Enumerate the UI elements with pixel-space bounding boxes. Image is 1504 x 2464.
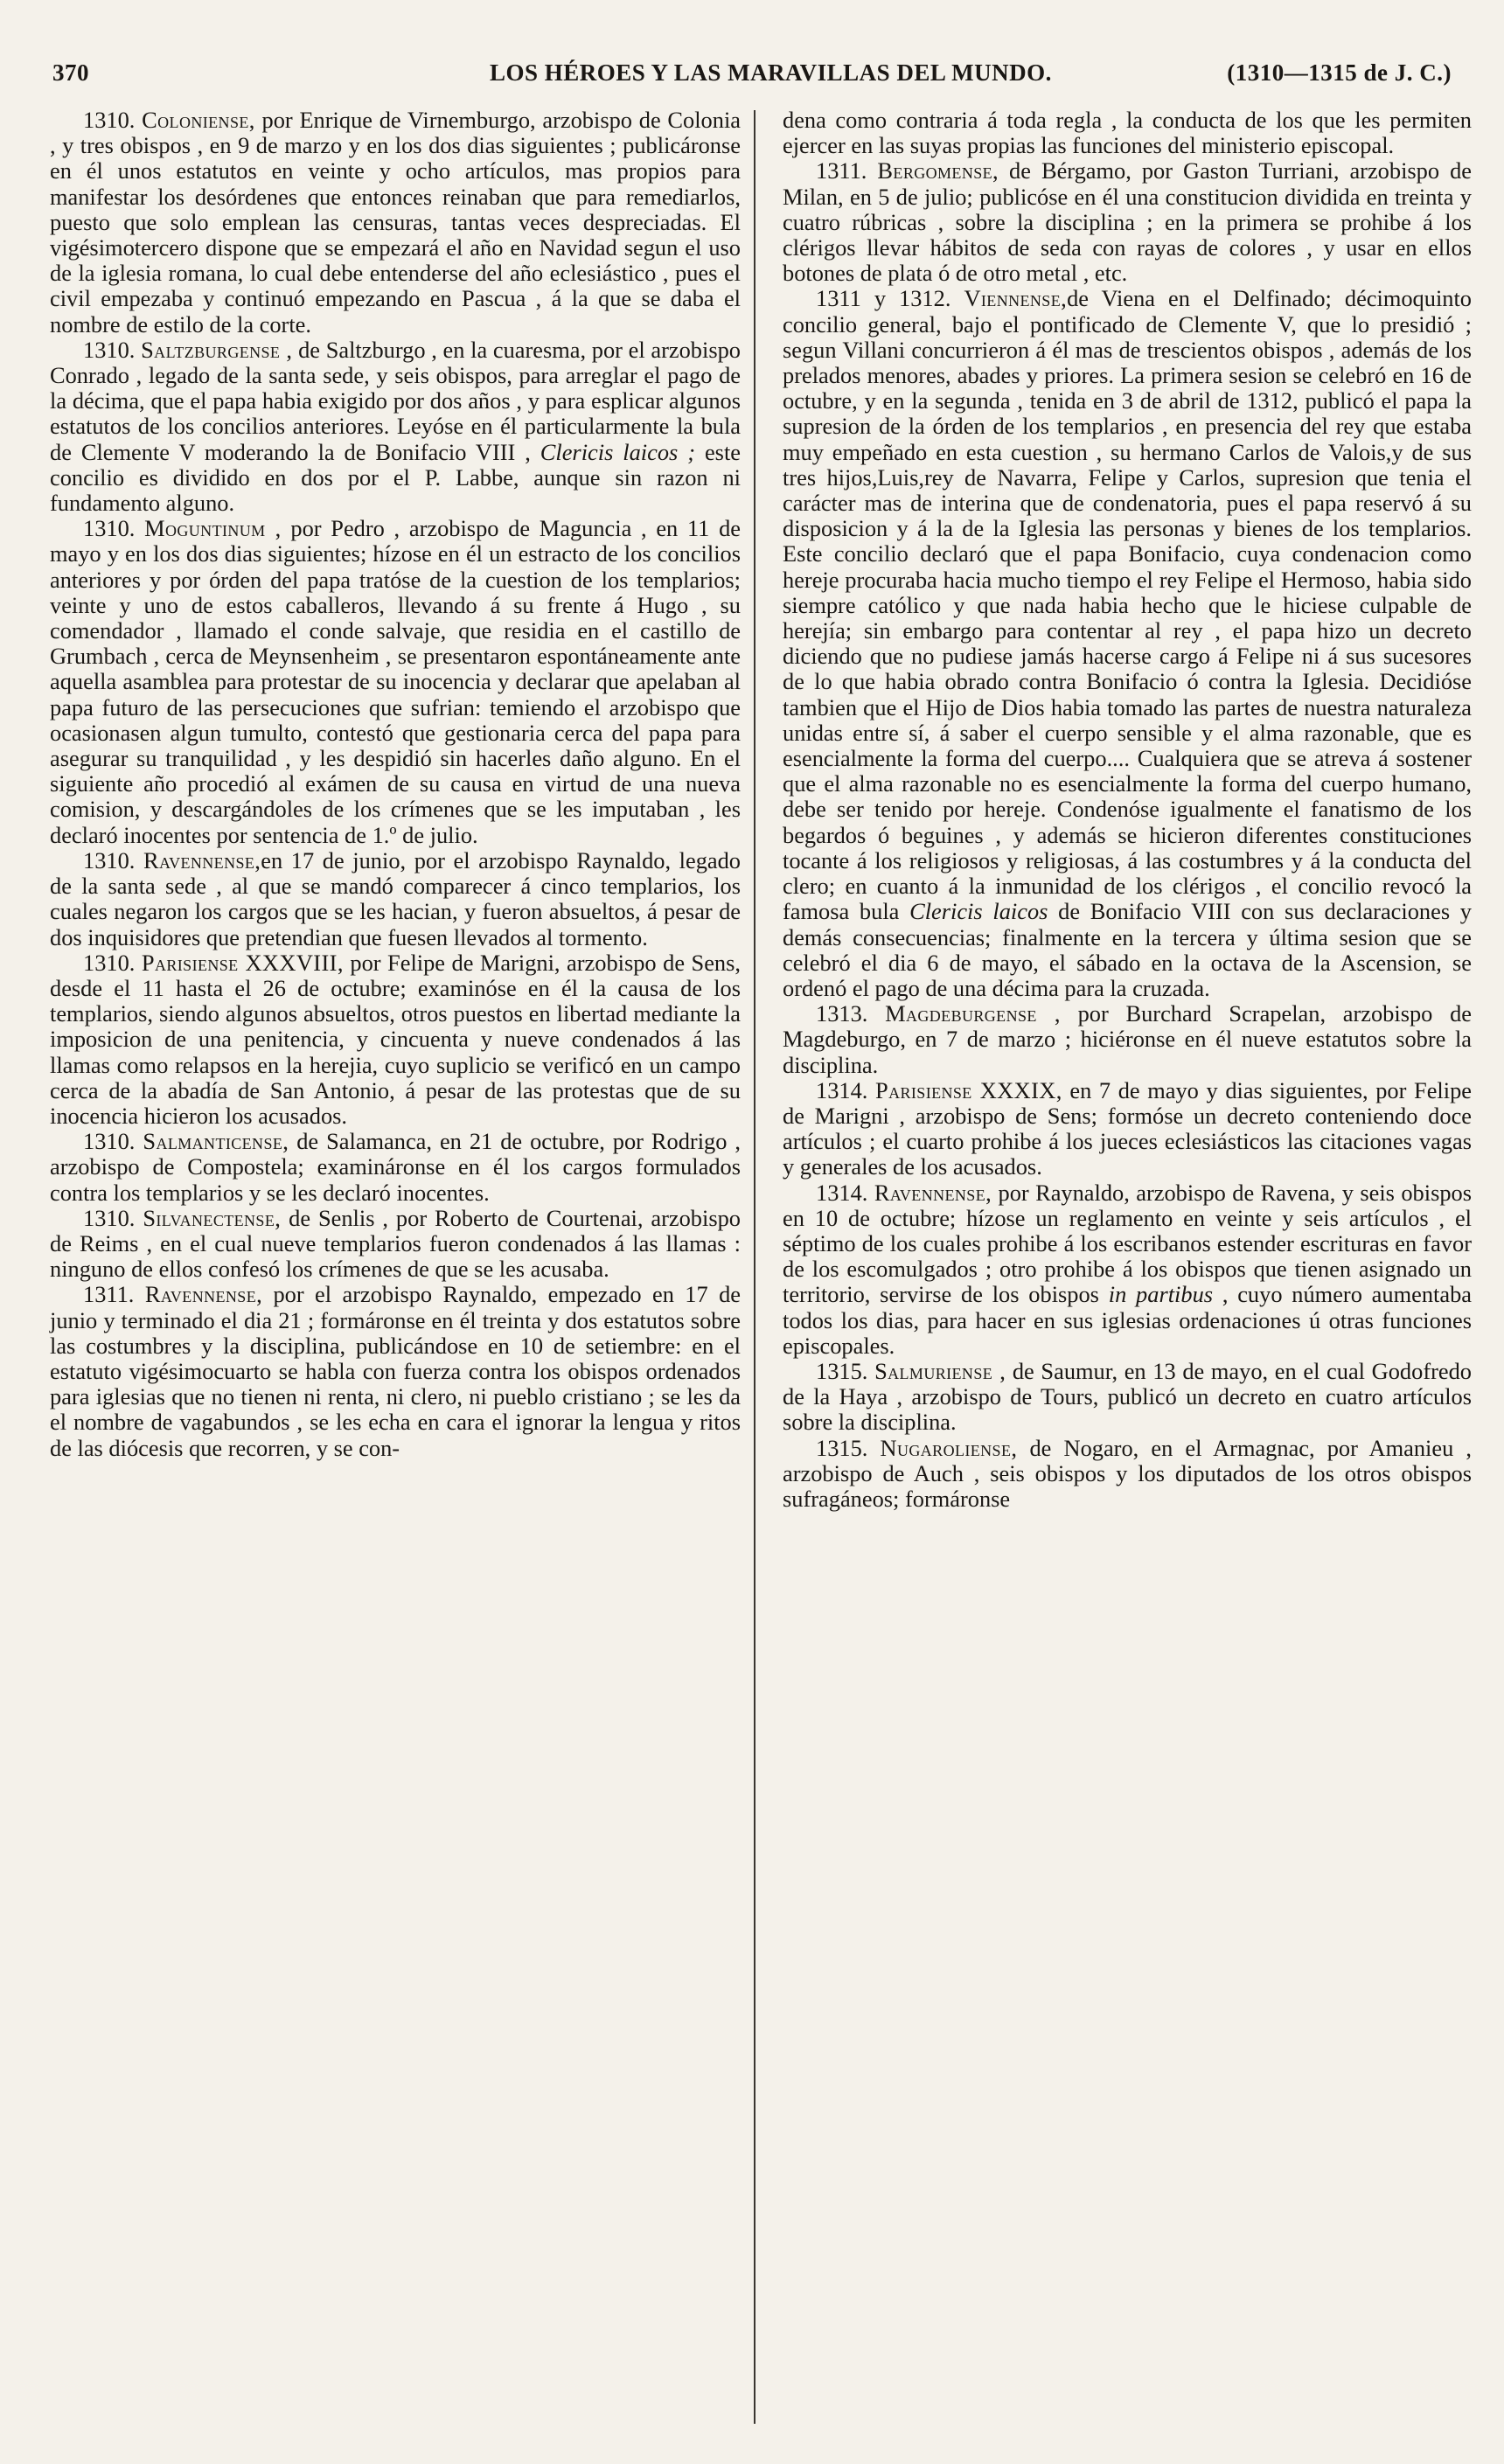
entry-text: de Salamanca, en 21 de octubre, por Rodrigo , arzobispo de Compostela; examináronse en él los cargos formulados contra los templarios y se les declaró inocentes. [50, 1128, 742, 1206]
italic-title: Clericis laicos [909, 898, 1048, 925]
right-column [783, 108, 1472, 1512]
entry-year: 1310. [83, 846, 136, 874]
council-entry [50, 848, 741, 950]
council-name: Moguntinum , [144, 515, 282, 542]
council-entry [783, 1001, 1472, 1078]
council-entry [783, 1359, 1472, 1436]
date-range: (1310—1315 de J. C.) [1227, 59, 1452, 86]
left-column [50, 108, 741, 1461]
entry-year: 1310. [83, 515, 136, 542]
entry-year: 1310. [83, 1128, 136, 1155]
council-entry [783, 158, 1472, 286]
entry-year: 1314. [816, 1179, 868, 1206]
council-name: Bergomense, [877, 157, 999, 184]
council-name: Magdeburgense , [885, 1000, 1061, 1027]
council-name: Viennense, [964, 285, 1068, 312]
council-entry [50, 108, 741, 338]
entry-year: 1311 y 1312. [816, 285, 951, 312]
council-name: Ravennense, [143, 846, 261, 874]
council-entry [783, 286, 1472, 1001]
entry-text: dena como contraria á toda regla , la conducta de los que les permiten ejercer en las suyas propias las funciones del ministerio episcopal. [783, 107, 1472, 159]
entry-year: 1310. [83, 107, 136, 133]
council-entry [50, 950, 741, 1129]
entry-text: de Senlis , por Roberto de Courtenai, arzobispo de Reims , en el cual nueve templarios fueron condenados á las llamas : ninguno de ellos confesó los crímenes de que se les acusaba. [50, 1204, 741, 1283]
council-name: Coloniense, [142, 107, 255, 133]
page-header [52, 59, 1452, 103]
council-name: Saltzburgense , [141, 336, 293, 363]
running-title: LOS HÉROES Y LAS MARAVILLAS DEL MUNDO. [490, 59, 1052, 86]
entry-text: por Felipe de Marigni, arzobispo de Sens, desde el 11 hasta el 26 de octubre; examinóse en él la causa de los templarios, siendo algunos absueltos, otros puestos en libertad mediante la imposicion de una penitencia, y cincuenta y nueve condenados á las llamas como relapsos en la herejia, cuyo suplicio se verificó en un campo cerca de la abadía de San Antonio, á pesar de las protestas que de su inocencia hicieron los acusados. [50, 949, 741, 1129]
council-name: Ravennense, [874, 1179, 992, 1206]
entry-year: 1311. [83, 1281, 135, 1308]
council-entry [50, 338, 741, 516]
entry-year: 1315. [816, 1434, 868, 1461]
entry-text: por Enrique de Virnemburgo, arzobispo de Colonia , y tres obispos , en 9 de marzo y en los dos dias siguientes ; publicáronse en él unos estatutos en veinte y ocho artículos, mas propios para manifestar los desórdenes que entonces reinaban que para remediarlos, puesto que solo emplean las censuras, tantas veces despreciadas. El vigésimotercero dispone que se empezará el año en Navidad segun el uso de la iglesia romana, lo cual debe entenderse del año eclesiástico , pues el civil empezaba y continuó empezando en Pascua , á la que se daba el nombre de estilo de la corte. [50, 107, 741, 338]
council-name: Salmanticense, [143, 1128, 289, 1155]
entry-text: de Saumur, en 13 de mayo, en el cual Godofredo de la Haya , arzobispo de Tours, publicó un decreto en cuatro artículos sobre la disciplina. [783, 1357, 1472, 1436]
council-name: Salmuriense , [874, 1357, 1006, 1384]
column-divider [754, 110, 755, 2424]
council-entry [50, 1206, 741, 1283]
entry-text: de Saltzburgo , en la cuaresma, por el arzobispo Conrado , legado de la santa sede, y seis obispos, para arreglar el pago de la décima, que el papa habia exigido por dos años , y para esplicar algunos estatutos de los concilios anteriores. Leyóse en él particularmente la bula de Clemente V moderando la de Bonifacio VIII , [50, 336, 741, 465]
entry-text: por Burchard Scrapelan, arzobispo de Magdeburgo, en 7 de marzo ; hiciéronse en él nueve estatutos sobre la disciplina. [783, 1000, 1472, 1078]
council-name: Ravennense, [144, 1281, 263, 1308]
entry-text: de Nogaro, en el Armagnac, por Amanieu , arzobispo de Auch , seis obispos y los diputados de los otros obispos sufragáneos; formáronse [783, 1434, 1472, 1512]
entry-text: por Raynaldo, arzobispo de Ravena, y seis obispos en 10 de octubre; hízose un reglamento en veinte y seis artículos , el séptimo de los cuales prohibe á los escribanos estender escrituras en favor de los escomulgados ; otro prohibe á los obispos que tienen asignado un territorio, servirse de los obispos [783, 1179, 1472, 1308]
council-name: Parisiense XXXIX, [875, 1076, 1062, 1103]
entry-year: 1313. [816, 1000, 868, 1027]
council-entry [50, 1129, 741, 1206]
entry-text-continued: de Bonifacio VIII con sus declaraciones y demás consecuencias; finalmente en la tercera y última sesion que se celebró el dia 6 de mayo, el sábado en la octava de la Ascension, se ordenó el pago de una décima para la cruzada. [783, 898, 1473, 1001]
entry-year: 1314. [816, 1076, 868, 1103]
entry-text: en 7 de mayo y dias siguientes, por Felipe de Marigni , arzobispo de Sens; formóse un decreto conteniendo doce artículos ; el cuarto prohibe á los jueces eclesiásticos las citaciones vagas y generales de los acusados. [783, 1076, 1472, 1180]
entry-text: de Viena en el Delfinado; décimoquinto concilio general, bajo el pontificado de Clemente V, que lo presidió ; segun Villani concurrieron á él mas de trescientos obispos , además de los prelados menores, abades y priores. La primera sesion se celebró en 16 de octubre, y en la segunda , tenida en 3 de abril de 1312, publicó el papa la supresion de la órden de los templarios , en presencia del rey que estaba muy empeñado en esta cuestion , su hermano Carlos de Valois,y de sus tres hijos,Luis,rey de Navarra, Felipe y Carlos, supresion que tenia el carácter mas de interina que de condenatoria, pues el papa reservó á su disposicion y á la de la Iglesia las personas y bienes de los templarios. Este concilio declaró que el papa Bonifacio, cuya condenacion como hereje procuraba hacia mucho tiempo el rey Felipe el Hermoso, habia sido siempre católico y que nada habia hecho que le hiciese culpable de herejía; sin embargo para contentar al rey , el papa hizo un decreto diciendo que no pudiese jamás hacerse cargo á Felipe ni á sus sucesores de lo que habia obrado contra Bonifacio ó contra la Iglesia. Decidióse tambien que el Hijo de Dios habia tomado las partes de nuestra naturaleza unidas entre sí, á saber el cuerpo sensible y el alma razonable, que es esencialmente la forma del cuerpo.... Cualquiera que se atreva á sostener que el alma razonable no es esencialmente la forma del cuerpo humano, debe ser tenido por hereje. Condenóse igualmente el fanatismo de los begardos ó beguines , y además se hicieron diferentes constituciones tocante á los religiosos y religiosas, á las costumbres y á la conducta del clero; en cuanto á la inmunidad de los clérigos , el concilio revocó la famosa bula [783, 285, 1472, 925]
council-entry [783, 1436, 1472, 1513]
entry-text: por el arzobispo Raynaldo, empezado en 17 de junio y terminado el dia 21 ; formáronse en él treinta y dos estatutos sobre las costumbres y la disciplina, publicándose en 10 de setiembre: en el estatuto vigésimocuarto se habla con fuerza contra los obispos ordenados para iglesias que no tienen ni renta, ni clero, ni pueblo cristiano ; se les da el nombre de vagabundos , se les echa en cara el ignorar la lengua y ritos de las diócesis que recorren, y se con- [50, 1281, 741, 1461]
council-entry [783, 108, 1472, 158]
page-number: 370 [52, 59, 89, 86]
entry-text: en 17 de junio, por el arzobispo Raynaldo, legado de la santa sede , al que se mandó comparecer á cinco templarios, los cuales negaron los cargos que se les hacian, y fueron absueltos, á pesar de dos inquisidores que pretendian que fuesen llevados al tormento. [50, 846, 741, 950]
entry-year: 1310. [83, 949, 136, 976]
council-entry [783, 1078, 1472, 1180]
entry-text-continued: , cuyo número aumentaba todos los dias, para hacer en sus iglesias ordenaciones ú otras funciones episcopales. [783, 1281, 1472, 1359]
entry-year: 1311. [816, 157, 867, 184]
council-entry [50, 1282, 741, 1460]
entry-text: por Pedro , arzobispo de Maguncia , en 11 de mayo y en los dos dias siguientes; hízose en él un estracto de los concilios anteriores y por órden del papa tratóse de la cuestion de los templarios; veinte y uno de estos caballeros, llevando á su frente á Hugo , su comendador , llamado el conde salvaje, que residia en el castillo de Grumbach , cerca de Meynsenheim , se presentaron espontáneamente ante aquella asamblea para protestar de su inocencia y declarar que apelaban al papa futuro de las persecuciones que sufrian: temiendo el arzobispo que ocasionasen algun tumulto, contestó que gestionaria cerca del papa para asegurar su tranquilidad , y les despidió sin hacerles daño alguno. En el siguiente año procedió al exámen de su causa en virtud de una nueva comision, y descargándoles de los crímenes que se les imputaban , les declaró inocentes por sentencia de 1.º de julio. [50, 515, 741, 848]
council-name: Parisiense XXXVIII, [141, 949, 344, 976]
italic-title: Clericis laicos ; [540, 438, 696, 465]
entry-year: 1315. [816, 1357, 868, 1384]
council-name: Silvanectense, [143, 1204, 282, 1231]
council-entry [783, 1180, 1472, 1359]
council-entry [50, 516, 741, 848]
entry-year: 1310. [83, 336, 136, 363]
entry-text-continued: este concilio es dividido en dos por el P. Labbe, aunque sin razon ni fundamento alguno. [50, 438, 741, 517]
entry-text: de Bérgamo, por Gaston Turriani, arzobispo de Milan, en 5 de julio; publicóse en él una constitucion dividida en treinta y cuatro rúbricas , sobre la disciplina ; en la primera se prohibe á los clérigos llevar hábitos de seda con rayas de colores , y usar en ellos botones de plata ó de otro metal , etc. [783, 157, 1472, 287]
italic-title: in partibus [1108, 1281, 1214, 1308]
council-name: Nugaroliense, [880, 1434, 1018, 1461]
entry-year: 1310. [83, 1204, 136, 1231]
